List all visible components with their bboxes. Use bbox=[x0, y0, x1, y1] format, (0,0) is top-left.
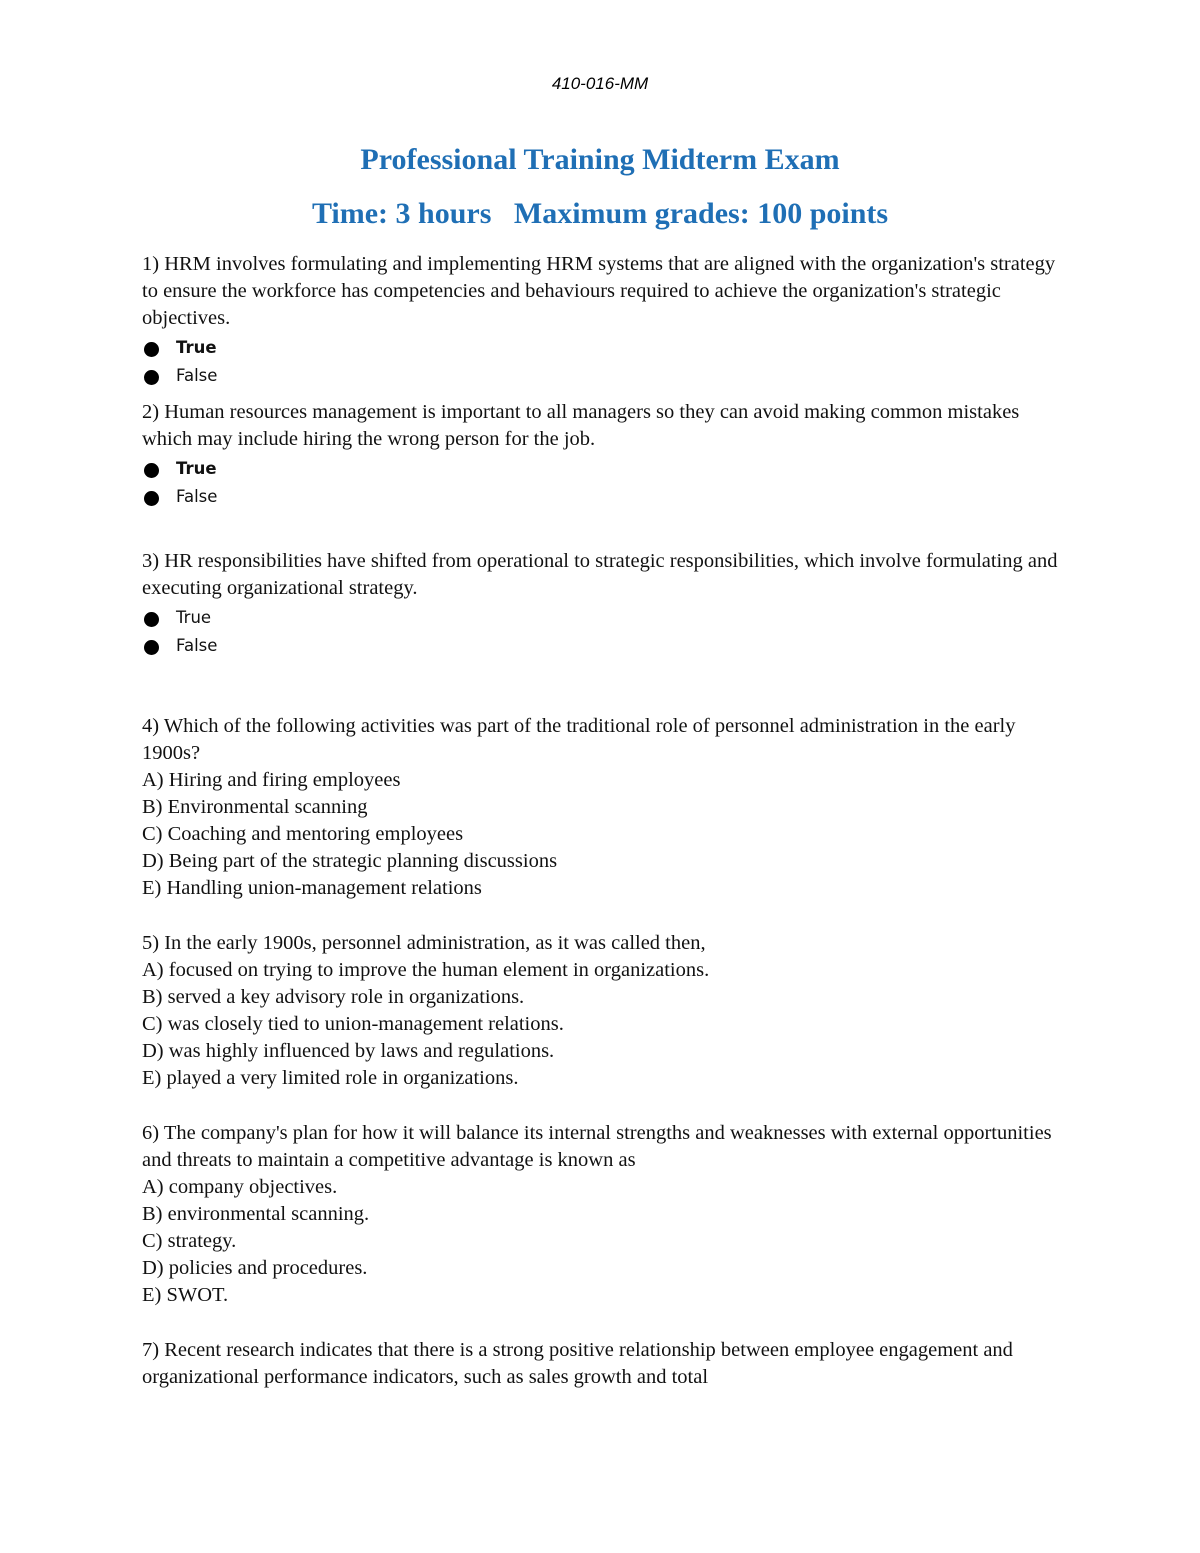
exam-title: Professional Training Midterm Exam bbox=[360, 143, 840, 176]
choice-a: A) focused on trying to improve the human element in organizations. bbox=[142, 959, 710, 981]
bullet-icon bbox=[144, 463, 159, 478]
question-3 bbox=[142, 548, 1072, 660]
exam-subtitle: Time: 3 hours Maximum grades: 100 points bbox=[311, 197, 889, 230]
option-true[interactable]: True bbox=[142, 604, 1072, 632]
question-text: 1) HRM involves formulating and implementing HRM systems that are aligned with the organization's strategy to ensure the workforce has competencies and behaviours required to achieve the organization's strategic objectives. bbox=[142, 253, 1056, 329]
document-code: 410-016-MM bbox=[551, 74, 649, 93]
question-7 bbox=[142, 1337, 1072, 1391]
bullet-icon bbox=[144, 342, 159, 357]
choice-b: B) Environmental scanning bbox=[142, 796, 368, 818]
question-text: 7) Recent research indicates that there is a strong positive relationship between employee engagement and organizational performance indicators, such as sales growth and total bbox=[142, 1339, 1013, 1388]
choice-c: C) was closely tied to union-management relations. bbox=[142, 1013, 564, 1035]
question-text: 5) In the early 1900s, personnel administration, as it was called then, bbox=[142, 932, 706, 954]
choice-d: D) was highly influenced by laws and regulations. bbox=[142, 1040, 555, 1062]
choice-c: C) strategy. bbox=[142, 1230, 237, 1252]
option-list bbox=[142, 455, 1072, 511]
option-false[interactable]: False bbox=[142, 483, 1072, 511]
question-4 bbox=[142, 713, 1072, 902]
question-1 bbox=[142, 251, 1072, 390]
choice-b: B) environmental scanning. bbox=[142, 1203, 370, 1225]
choice-e: E) played a very limited role in organizations. bbox=[142, 1067, 519, 1089]
choice-d: D) Being part of the strategic planning discussions bbox=[142, 850, 558, 872]
option-list bbox=[142, 604, 1072, 660]
choice-b: B) served a key advisory role in organizations. bbox=[142, 986, 525, 1008]
option-true[interactable]: True bbox=[142, 455, 1072, 483]
question-5 bbox=[142, 930, 1072, 1092]
question-text: 3) HR responsibilities have shifted from operational to strategic responsibilities, which involve formulating and executing organizational strategy. bbox=[142, 550, 1058, 599]
bullet-icon bbox=[144, 491, 159, 506]
bullet-icon bbox=[144, 640, 159, 655]
question-6 bbox=[142, 1120, 1072, 1309]
question-text: 4) Which of the following activities was part of the traditional role of personnel administration in the early 1900s? bbox=[142, 715, 1016, 764]
choice-e: E) Handling union-management relations bbox=[142, 877, 482, 899]
bullet-icon bbox=[144, 612, 159, 627]
choice-d: D) policies and procedures. bbox=[142, 1257, 368, 1279]
choice-a: A) Hiring and firing employees bbox=[142, 769, 401, 791]
option-false[interactable]: False bbox=[142, 632, 1072, 660]
option-false[interactable]: False bbox=[142, 362, 1072, 390]
choice-c: C) Coaching and mentoring employees bbox=[142, 823, 464, 845]
choice-a: A) company objectives. bbox=[142, 1176, 338, 1198]
choice-e: E) SWOT. bbox=[142, 1284, 229, 1306]
question-text: 2) Human resources management is important to all managers so they can avoid making common mistakes which may include hiring the wrong person for the job. bbox=[142, 401, 1020, 450]
option-true[interactable]: True bbox=[142, 334, 1072, 362]
question-text: 6) The company's plan for how it will balance its internal strengths and weaknesses with external opportunities and threats to maintain a competitive advantage is known as bbox=[142, 1122, 1052, 1171]
question-2 bbox=[142, 399, 1072, 511]
option-list bbox=[142, 334, 1072, 390]
bullet-icon bbox=[144, 370, 159, 385]
